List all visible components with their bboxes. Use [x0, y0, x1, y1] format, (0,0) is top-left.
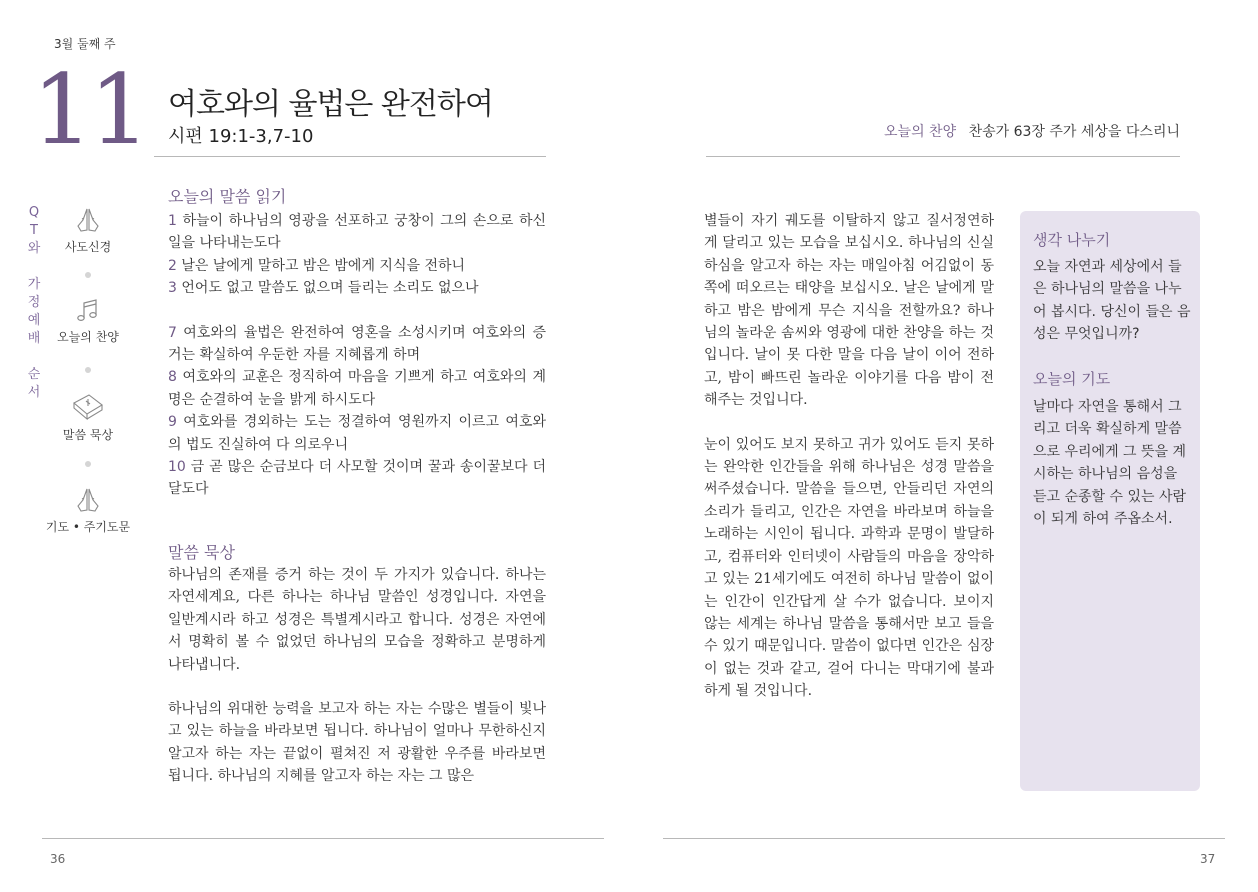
- share-heading: 생각 나누기: [1033, 231, 1111, 249]
- sidebar-item-label: 오늘의 찬양: [57, 330, 119, 344]
- paragraph: 별들이 자기 궤도를 이탈하지 않고 질서정연하게 달리고 있는 모습을 보십시오. 하나님의 신실하심을 알고자 하는 자는 매일아침 어김없이 동쪽에 떠오르는 태양을 보십시오. 날은 날에게 말하고 밤은 밤에게 무슨 지식을 전할까요? 하나님의 놀라운 솜씨와 영광에 대한 찬양을 하는 것입니다. 날이 못 다한 말을 다음 날이 이어 전하고, 밤이 빠뜨린 놀라운 이야기를 다음 밤이 전해주는 것입니다.: [704, 213, 994, 409]
- worship-order-vertical-title: Q T 와 가 정 예 배 순 서: [27, 205, 41, 400]
- verse: 8 여호와의 교훈은 정직하여 마음을 기쁘게 하고 여호와의 계명은 순결하여 눈을 밝게 하시도다: [168, 369, 546, 408]
- meditation-text-right: [704, 210, 994, 703]
- page-title: 여호와의 율법은 완전하여: [168, 87, 493, 122]
- verse: 1 하늘이 하나님의 영광을 선포하고 궁창이 그의 손으로 하신 일을 나타내는도다: [168, 213, 546, 252]
- sidebar-item-meditation: [38, 392, 138, 443]
- todays-hymn: [884, 121, 1180, 141]
- reading-passage: [168, 210, 546, 501]
- verse-group: [168, 210, 546, 300]
- verse: 3 언어도 없고 말씀도 없으며 들리는 소리도 없으나: [168, 280, 479, 297]
- sidebar-item-label: 기도 • 주기도문: [45, 520, 131, 534]
- sidebar-separator: [85, 272, 91, 278]
- verse-group: [168, 322, 546, 501]
- verse: 7 여호와의 율법은 완전하여 영혼을 소성시키며 여호와의 증거는 확실하여 우둔한 자를 지혜롭게 하며: [168, 324, 546, 364]
- page-number-left: 36: [50, 852, 66, 866]
- header-divider-right: [706, 156, 1180, 157]
- sidebar-separator: [85, 461, 91, 467]
- sidebar-separator: [85, 367, 91, 373]
- verse: 2 날은 날에게 말하고 밤은 밤에게 지식을 전하니: [168, 257, 466, 274]
- meditation-text-left: [168, 564, 546, 788]
- prayer-heading: 오늘의 기도: [1033, 370, 1111, 388]
- page-number-right: 37: [1200, 852, 1216, 866]
- sidebar-item-prayer: [38, 486, 138, 535]
- paragraph: 하나님의 위대한 능력을 보고자 하는 자는 수많은 별들이 빛나고 있는 하늘을 바라보면 됩니다. 하나님이 얼마나 무한하신지 알고자 하는 자는 끝없이 펼쳐진 저 광활한 우주를 바라보면 됩니다. 하나님의 지혜를 알고자 하는 자는 그 많은: [168, 701, 546, 785]
- sidebar-item-label: 사도신경: [64, 240, 112, 254]
- paragraph: 눈이 있어도 보지 못하고 귀가 있어도 듣지 못하는 완악한 인간들을 위해 하나님은 성경 말씀을 써주셨습니다. 말씀을 들으면, 안들리던 자연의 소리가 들리고, 인간은 자연을 바라보며 하늘을 노래하는 시인이 됩니다. 과학과 문명이 발달하고, 컴퓨터와 인터넷이 사람들의 마음을 장악하고 있는 21세기에도 여전히 하나님 말씀이 없이는 인간이 인간답게 살 수가 없습니다. 보이지 않는 세계는 하나님 말씀을 통해서만 보고 들을 수 있기 때문입니다. 말씀이 없다면 인간은 심장이 없는 것과 같고, 걸어 다니는 막대기에 불과하게 될 것입니다.: [704, 436, 994, 700]
- verse: 10 금 곧 많은 순금보다 더 사모할 것이며 꿀과 송이꿀보다 더 달도다: [168, 459, 546, 498]
- reading-heading: 오늘의 말씀 읽기: [168, 187, 287, 206]
- prayer-text: 날마다 자연을 통해서 그리고 더욱 확실하게 말씀으로 우리에게 그 뜻을 계시하는 하나님의 음성을 듣고 순종할 수 있는 사람이 되게 하여 주옵소서.: [1033, 399, 1187, 528]
- share-text: 오늘 자연과 세상에서 들은 하나님의 말씀을 나누어 봅시다. 당신이 들은 음성은 무엇입니까?: [1033, 259, 1191, 343]
- scripture-reference: 시편 19:1-3,7-10: [168, 126, 314, 147]
- header-divider-left: [154, 156, 546, 157]
- reflection-panel: [1020, 211, 1200, 791]
- hymn-text: 찬송가 63장 주가 세상을 다스리니: [968, 124, 1180, 140]
- paragraph: 하나님의 존재를 증거 하는 것이 두 가지가 있습니다. 하나는 자연세계요, 다른 하나는 하나님 말씀인 성경입니다. 자연을 일반계시라 하고 성경은 특별계시라고 합니다. 성경은 자연에서 명확히 볼 수 없었던 하나님의 모습을 정확하고 분명하게 나타냅니다.: [168, 567, 546, 673]
- footer-divider-right: [663, 838, 1225, 839]
- bible-book-icon: [71, 392, 105, 422]
- hymn-label: 오늘의 찬양: [884, 124, 957, 140]
- footer-divider-left: [42, 838, 604, 839]
- verse: 9 여호와를 경외하는 도는 정결하여 영원까지 이르고 여호와의 법도 진실하여 다 의로우니: [168, 414, 546, 453]
- sidebar-item-label: 말씀 묵상: [62, 428, 114, 442]
- week-label: 3월 둘째 주: [54, 37, 116, 51]
- music-note-icon: [73, 298, 103, 324]
- praying-hands-icon: [73, 206, 103, 234]
- sidebar-item-apostles-creed: [38, 206, 138, 255]
- sidebar-item-todays-hymn: [38, 298, 138, 345]
- meditation-heading: 말씀 묵상: [168, 543, 235, 562]
- praying-hands-icon: [73, 486, 103, 514]
- day-number: 11: [32, 54, 147, 166]
